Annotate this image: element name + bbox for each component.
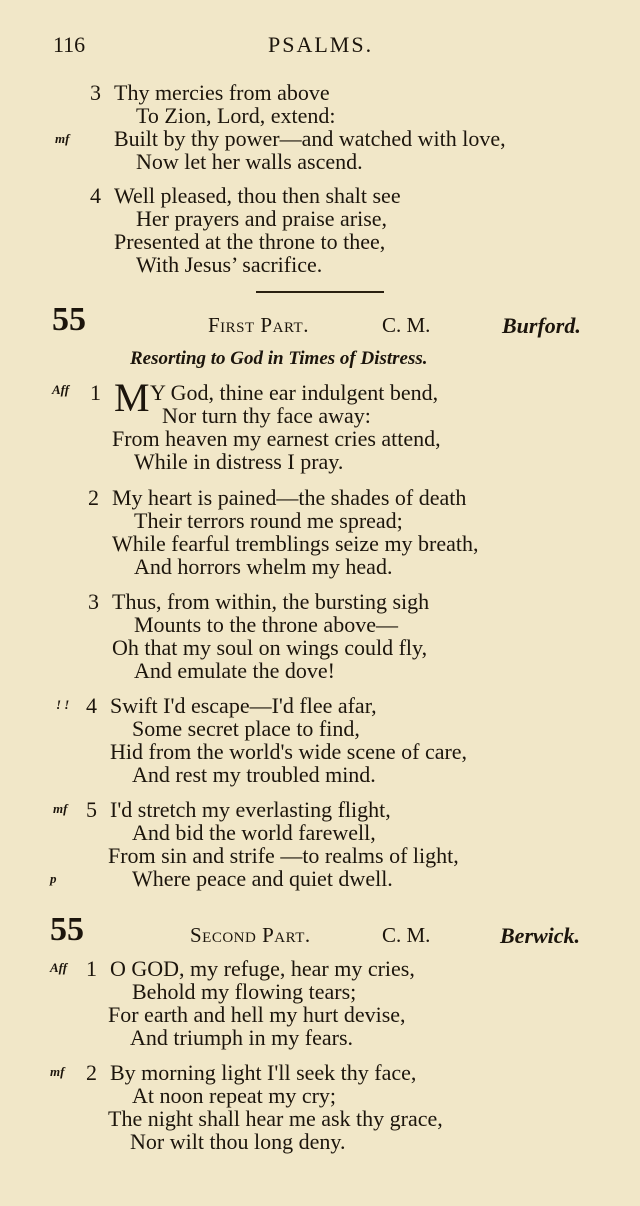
verse-line: While in distress I pray. [134,449,344,474]
verse-line: Thy mercies from above [114,80,330,105]
verse-line: Y God, thine ear indulgent bend, [150,380,439,405]
verse-line: Her prayers and praise arise, [136,206,388,231]
dynamic-mark: mf [55,131,70,146]
verse-line: With Jesus’ sacrifice. [136,252,323,277]
verse-line: Thus, from within, the bursting sigh [112,589,430,614]
stanza-number: 4 [86,693,97,718]
dynamic-mark: Aff [50,960,68,975]
verse-line: From sin and strife —to realms of light, [108,843,459,868]
verse-line: Swift I'd escape—I'd flee afar, [110,693,377,718]
dynamic-mark: mf [53,801,68,816]
stanza-number: 2 [86,1060,97,1085]
verse-line: And bid the world farewell, [132,820,376,845]
drop-cap: M [114,375,150,420]
verse-line: For earth and hell my hurt devise, [108,1002,406,1027]
verse-line: Well pleased, thou then shalt see [114,183,401,208]
verse-line: Hid from the world's wide scene of care, [110,739,468,764]
verse-line: The night shall hear me ask thy grace, [108,1106,443,1131]
stanza-number: 3 [90,80,101,105]
verse-line: To Zion, Lord, extend: [136,103,336,128]
running-head: PSALMS. [268,32,374,57]
verse-line: Behold my flowing tears; [132,979,357,1004]
hymn-part: Second Part. [190,923,311,947]
verse-line: And emulate the dove! [134,658,335,683]
hymn-subtitle: Resorting to God in Times of Distress. [130,348,428,369]
stanza-number: 3 [88,589,99,614]
verse-line: Presented at the throne to thee, [114,229,386,254]
verse-line: Mounts to the throne above— [134,612,398,637]
verse-line: O GOD, my refuge, hear my cries, [110,956,415,981]
verse-line: Now let her walls ascend. [136,149,363,174]
dynamic-mark: mf [50,1064,65,1079]
stanza-number: 5 [86,797,97,822]
verse-line: Where peace and quiet dwell. [132,866,393,891]
hymn-meter: C. M. [382,923,431,947]
tune-name: Berwick. [500,923,581,948]
verse-line: At noon repeat my cry; [132,1083,337,1108]
verse-line: I'd stretch my everlasting flight, [110,797,391,822]
hymn-number: 55 [52,301,86,338]
verse-line: Nor turn thy face away: [162,403,371,428]
verse-line: From heaven my earnest cries attend, [112,426,441,451]
verse-line: Their terrors round me spread; [134,508,403,533]
verse-line: By morning light I'll seek thy face, [110,1060,417,1085]
dynamic-mark: Aff [52,382,70,397]
stanza-number: 1 [86,956,97,981]
hymn-part: First Part. [208,313,309,337]
stanza-number: 2 [88,485,99,510]
verse-line: And horrors whelm my head. [134,554,393,579]
verse-line: Some secret place to find, [132,716,360,741]
verse-line: Built by thy power—and watched with love, [114,126,506,151]
hymn-meter: C. M. [382,313,431,337]
verse-line: And triumph in my fears. [130,1025,354,1050]
dynamic-mark: ! ! [56,697,70,712]
section-rule [256,291,384,293]
verse-line: My heart is pained—the shades of death [112,485,467,510]
dynamic-mark: p [50,871,57,886]
stanza-number: 1 [90,380,101,405]
verse-line: While fearful tremblings seize my breath, [112,531,479,556]
verse-line: Oh that my soul on wings could fly, [112,635,428,660]
tune-name: Burford. [502,313,581,338]
hymn-number: 55 [50,911,84,948]
stanza-number: 4 [90,183,101,208]
page-number: 116 [53,32,86,57]
verse-line: Nor wilt thou long deny. [130,1129,346,1154]
verse-line: And rest my troubled mind. [132,762,376,787]
